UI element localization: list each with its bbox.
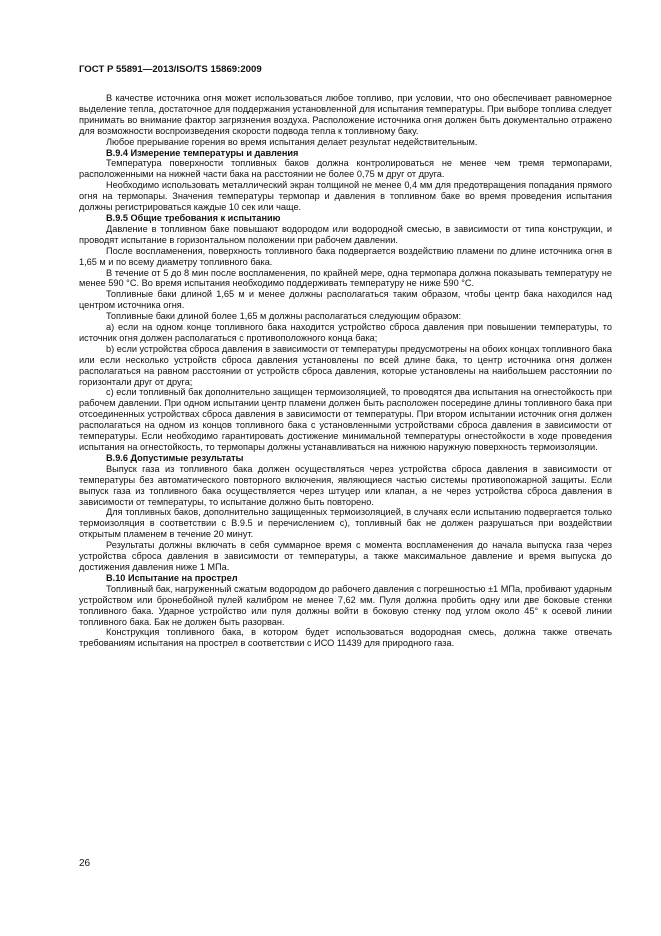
document-body: [79, 93, 612, 649]
paragraph: b) если устройства сброса давления в зависимости от температуры предусмотрены на обоих концах топливного бака или если несколько устройств сброса давления установлены по всей длине бака, то центр источника огня должен располагаться на равном расстоянии от устройств сброса давления, которые установлены на наибольшем расстоянии по горизонтали друг от друга;: [79, 343, 612, 387]
paragraph: Топливные баки длиной более 1,65 м должны располагаться следующим образом:: [106, 311, 462, 322]
section-heading: В.9.5 Общие требования к испытанию: [106, 212, 281, 223]
section-heading: В.10 Испытание на прострел: [106, 572, 238, 583]
document-header: ГОСТ Р 55891—2013/ISO/TS 15869:2009: [79, 64, 262, 75]
page-number: 26: [79, 858, 91, 869]
paragraph: Результаты должны включать в себя суммарное время с момента воспламенения до начала выпуска газа через устройства сброса давления в зависимости от температуры, а также максимальное давление и время выпуска до достижения давления ниже 1 МПа.: [79, 540, 612, 572]
paragraph: Температура поверхности топливных баков должна контролироваться не менее чем тремя термопарами, расположенными на нижней части бака на расстоянии не более 0,75 м друг от друга.: [79, 158, 612, 180]
paragraph: Любое прерывание горения во время испытания делает результат недействительным.: [106, 136, 478, 147]
paragraph: с) если топливный бак дополнительно защищен термоизоляцией, то проводятся два испытания на огнестойкость при рабочем давлении. При одном испытании центр пламени должен быть расположен посередине длины топливного бака при отсоединенных устройствах сброса давления в зависимости от температуры. При втором испытании источник огня должен располагаться на одном из концов топливного бака с установленными устройствами сброса давления в зависимости от температуры. Если необходимо гарантировать достижение минимальной температуры огнестойкости в ходе проведения испытания на огнестойкость, то термопары должны устанавливаться на нижнюю наружную поверхность термоизоляции.: [79, 387, 612, 452]
paragraph: В течение от 5 до 8 мин после воспламенения, по крайней мере, одна термопара должна показывать температуру не менее 590 °C. Во время испытания необходимо поддерживать температуру не ниже 590 °C.: [79, 267, 612, 289]
section-heading: В.9.4 Измерение температуры и давления: [106, 147, 299, 158]
paragraph: Необходимо использовать металлический экран толщиной не менее 0,4 мм для предотвращения попадания прямого огня на термопары. Значения температуры термопар и давления в топливном баке во время проведения испытания должны регистрироваться каждые 10 сек или чаще.: [79, 180, 612, 213]
paragraph: Выпуск газа из топливного бака должен осуществляться через устройства сброса давления в зависимости от температуры без автоматического повторного включения, являющиеся частью системы противопожарной защиты. Если выпуск газа из топливного бака осуществляется через штуцер или клапан, а не через устройства сброса давления в зависимости от температуры, то испытание должно быть повторено.: [79, 463, 612, 507]
paragraph: Топливные баки длиной 1,65 м и менее должны располагаться таким образом, чтобы центр бака находился над центром источника огня.: [79, 289, 612, 311]
paragraph: Давление в топливном баке повышают водородом или водородной смесью, в зависимости от типа конструкции, и проводят испытание в горизонтальном положении при рабочем давлении.: [79, 223, 612, 245]
paragraph: Топливный бак, нагруженный сжатым водородом до рабочего давления с погрешностью ±1 МПа, пробивают ударным устройством или бронебойной пулей калибром не менее 7,62 мм. Пуля должна пробить одну или две боковые стенки топливного бака. Ударное устройство или пуля должны войти в боковую стенку под углом около 45° к осевой линии топливного бака. Бак не должен быть разорван.: [79, 583, 612, 627]
paragraph: Конструкция топливного бака, в котором будет использоваться водородная смесь, должна также отвечать требованиям испытания на прострел в соответствии с ИСО 11439 для природного газа.: [79, 627, 612, 649]
section-heading: В.9.6 Допустимые результаты: [106, 452, 244, 463]
paragraph: В качестве источника огня может использоваться любое топливо, при условии, что оно обеспечивает равномерное выделение тепла, достаточное для поддержания установленной для испытания температуры. При выборе топлива следует принимать во внимание фактор загрязнения воздуха. Расположение источника огня должен быть документально отражено для возможности воспроизведения скорости подвода тепла к топливному баку.: [79, 93, 612, 136]
paragraph: Для топливных баков, дополнительно защищенных термоизоляцией, в случаях если испытанию подвергается только термоизоляция в соответствии с В.9.5 и перечислением с), топливный бак не должен разрушаться при воздействии открытым пламенем в течение 20 минут.: [79, 507, 612, 540]
paragraph: а) если на одном конце топливного бака находится устройство сброса давления при повышении температуры, то источник огня должен располагаться с противоположного конца бака;: [79, 322, 612, 343]
paragraph: После воспламенения, поверхность топливного бака подвергается воздействию пламени по длине источника огня в 1,65 м и по всему диаметру топливного бака.: [79, 245, 612, 267]
